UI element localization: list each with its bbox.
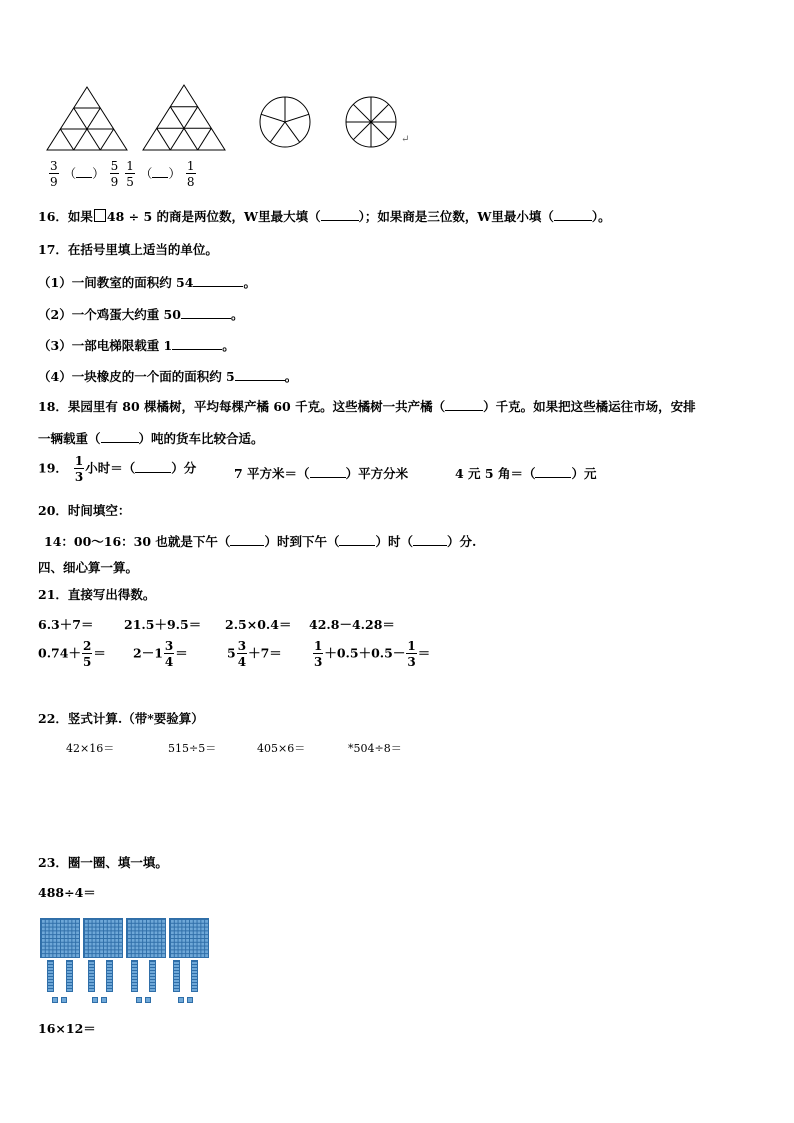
answer-blank[interactable] xyxy=(135,472,171,473)
question-18-line2: 一辆载重（ ）吨的货车比较合适。 xyxy=(38,431,264,446)
ten-rod xyxy=(106,960,113,992)
answer-blank[interactable] xyxy=(230,545,264,546)
question-21-title: 21．直接写出得数。 xyxy=(38,587,156,602)
fraction: $\frac{1}{5}$ xyxy=(126,159,134,189)
calc-item: 0.74＋ $\frac{2}{5}$ ＝ xyxy=(38,639,106,669)
circle-eight-parts xyxy=(344,95,398,149)
calc-item: 21.5＋9.5＝ xyxy=(124,617,202,632)
calc-item: 515÷5＝ xyxy=(168,742,217,755)
answer-blank[interactable] xyxy=(101,442,139,443)
calc-item: *504÷8＝ xyxy=(348,742,402,755)
calc-item: 6.3＋7＝ xyxy=(38,617,94,632)
unit-cube xyxy=(61,997,67,1003)
hundred-block xyxy=(169,918,209,958)
calc-item: 2.5×0.4＝ xyxy=(225,617,292,632)
question-20-title: 20．时间填空： xyxy=(38,503,131,518)
ten-rod xyxy=(66,960,73,992)
question-17-item: （1）一间教室的面积约 54 。 xyxy=(38,275,256,290)
triangle-figure-2 xyxy=(142,84,226,152)
calc-item: 42.8－4.28＝ xyxy=(309,617,395,632)
answer-blank[interactable] xyxy=(321,220,359,221)
answer-blank[interactable] xyxy=(193,286,243,287)
unit-cube xyxy=(178,997,184,1003)
calc-item: 42×16＝ xyxy=(66,742,115,755)
hundred-block xyxy=(40,918,80,958)
question-23-title: 23．圈一圈、填一填。 xyxy=(38,855,168,870)
triangle-figure-1 xyxy=(46,86,128,152)
question-19-part2: 7 平方米＝（ ）平方分米 xyxy=(234,466,409,481)
answer-paren[interactable]: （ ） xyxy=(63,165,105,181)
expression: 488÷4＝ xyxy=(38,885,96,900)
question-19: 19． $\frac{1}{3}$ 小时＝（ ）分 xyxy=(38,454,197,484)
answer-blank[interactable] xyxy=(181,318,231,319)
answer-blank[interactable] xyxy=(554,220,592,221)
fraction: $\frac{5}{9}$ xyxy=(110,159,119,189)
answer-blank[interactable] xyxy=(235,380,285,381)
unit-cube xyxy=(136,997,142,1003)
question-22-title: 22．竖式计算.（带*要验算） xyxy=(38,711,204,726)
calc-item: $\frac{1}{3}$ ＋0.5＋0.5－ $\frac{1}{3}$ ＝ xyxy=(314,639,431,669)
unit-cube xyxy=(52,997,58,1003)
circle-five-parts xyxy=(258,95,312,149)
answer-blank[interactable] xyxy=(310,477,346,478)
question-17-title: 17．在括号里填上适当的单位。 xyxy=(38,242,218,257)
calc-item: 5 $\frac{3}{4}$ ＋7＝ xyxy=(227,639,282,669)
answer-blank[interactable] xyxy=(445,410,483,411)
paragraph-mark: ↵ xyxy=(401,134,410,145)
question-18-line1: 18．果园里有 80 棵橘树，平均每棵产橘 60 千克。这些橘树一共产橘（ ）千克。如果把这些橘运往市场，安排 xyxy=(38,399,696,414)
question-19-part3: 4 元 5 角＝（ ）元 xyxy=(455,466,597,481)
unit-cube xyxy=(145,997,151,1003)
ten-rod xyxy=(149,960,156,992)
answer-blank[interactable] xyxy=(535,477,571,478)
unit-cube xyxy=(187,997,193,1003)
answer-blank[interactable] xyxy=(413,545,447,546)
expression: 16×12＝ xyxy=(38,1021,96,1036)
question-20-body: 14：00～16：30 也就是下午（ ）时到下午（ ）时（ ）分. xyxy=(44,534,477,549)
calc-item: 405×6＝ xyxy=(257,742,306,755)
calc-item: 2－1 $\frac{3}{4}$ ＝ xyxy=(133,639,188,669)
ten-rod xyxy=(191,960,198,992)
ten-rod xyxy=(131,960,138,992)
unit-cube xyxy=(101,997,107,1003)
fraction: $\frac{3}{9}$ xyxy=(50,159,58,189)
digit-box xyxy=(94,209,106,222)
question-17-item: （2）一个鸡蛋大约重 50 。 xyxy=(38,307,244,322)
answer-blank[interactable] xyxy=(339,545,375,546)
ten-rod xyxy=(173,960,180,992)
fraction: $\frac{1}{3}$ xyxy=(74,454,84,484)
question-17-item: （4）一块橡皮的一个面的面积约 5 。 xyxy=(38,369,298,384)
q15-compare-row xyxy=(48,160,197,188)
hundred-block xyxy=(83,918,123,958)
question-17-item: （3）一部电梯限载重 1 。 xyxy=(38,338,235,353)
fraction: $\frac{1}{8}$ xyxy=(186,159,195,189)
answer-blank[interactable] xyxy=(172,349,222,350)
hundred-block xyxy=(126,918,166,958)
ten-rod xyxy=(47,960,54,992)
unit-cube xyxy=(92,997,98,1003)
answer-paren[interactable]: （ ） xyxy=(139,165,181,181)
question-16: 16．如果 48 ÷ 5 的商是两位数，W里最大填（ ）；如果商是三位数，W里最小填（ ）。 xyxy=(38,209,611,224)
section-heading: 四、细心算一算。 xyxy=(38,560,139,575)
ten-rod xyxy=(88,960,95,992)
